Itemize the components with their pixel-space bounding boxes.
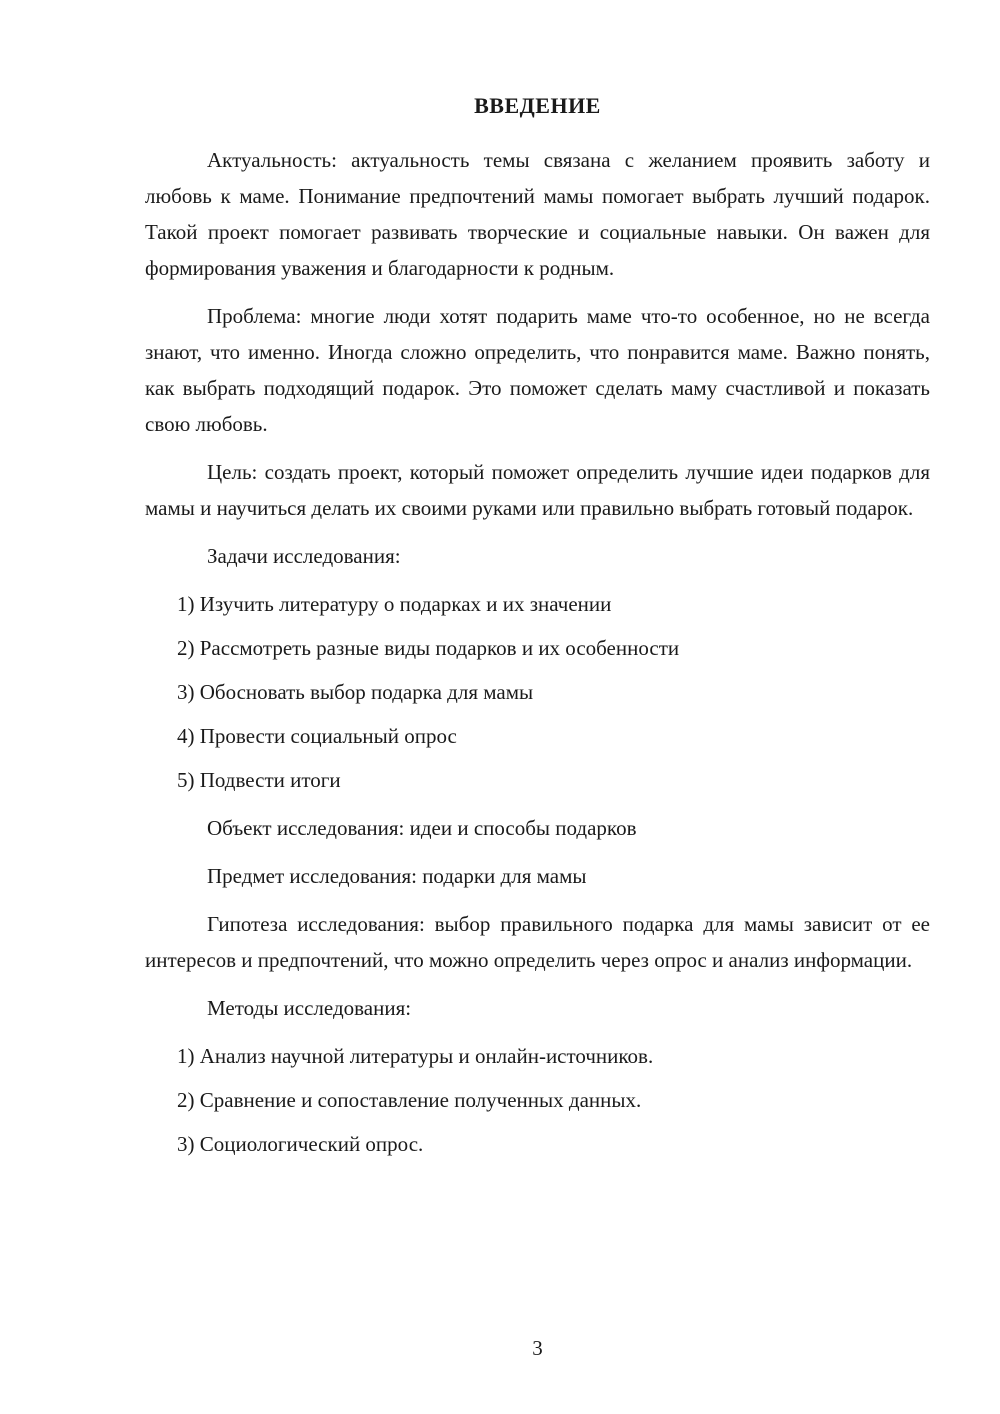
- paragraph-goal: Цель: создать проект, который поможет определить лучшие идеи подарков для мамы и научиться делать их своими руками или правильно выбрать готовый подарок.: [145, 460, 930, 520]
- paragraph-object: Объект исследования: идеи и способы подарков: [207, 816, 637, 840]
- paragraph-subject: Предмет исследования: подарки для мамы: [207, 864, 587, 888]
- task-item: 2) Рассмотреть разные виды подарков и их особенности: [177, 636, 680, 660]
- task-item: 3) Обосновать выбор подарка для мамы: [177, 680, 534, 704]
- task-item: 4) Провести социальный опрос: [177, 724, 457, 748]
- tasks-heading: Задачи исследования:: [207, 544, 401, 568]
- task-item: 5) Подвести итоги: [177, 768, 341, 792]
- page-title: ВВЕДЕНИЕ: [474, 93, 601, 118]
- page-number: 3: [532, 1336, 543, 1360]
- methods-heading: Методы исследования:: [207, 996, 412, 1020]
- tasks-list: [145, 586, 930, 798]
- method-item: 2) Сравнение и сопоставление полученных данных.: [177, 1088, 642, 1112]
- methods-list: [145, 1038, 930, 1162]
- paragraph-problem: Проблема: многие люди хотят подарить маме что-то особенное, но не всегда знают, что именно. Иногда сложно определить, что понравится маме. Важно понять, как выбрать подходящий подарок. Это поможет сделать маму счастливой и показать свою любовь.: [145, 304, 930, 436]
- task-item: 1) Изучить литературу о подарках и их значении: [177, 592, 612, 616]
- paragraph-hypothesis: Гипотеза исследования: выбор правильного подарка для мамы зависит от ее интересов и предпочтений, что можно определить через опрос и анализ информации.: [145, 912, 930, 972]
- method-item: 3) Социологический опрос.: [177, 1132, 424, 1156]
- method-item: 1) Анализ научной литературы и онлайн-источников.: [177, 1044, 654, 1068]
- paragraph-actuality: Актуальность: актуальность темы связана с желанием проявить заботу и любовь к маме. Понимание предпочтений мамы помогает выбрать лучший подарок. Такой проект помогает развивать творческие и социальные навыки. Он важен для формирования уважения и благодарности к родным.: [145, 148, 930, 280]
